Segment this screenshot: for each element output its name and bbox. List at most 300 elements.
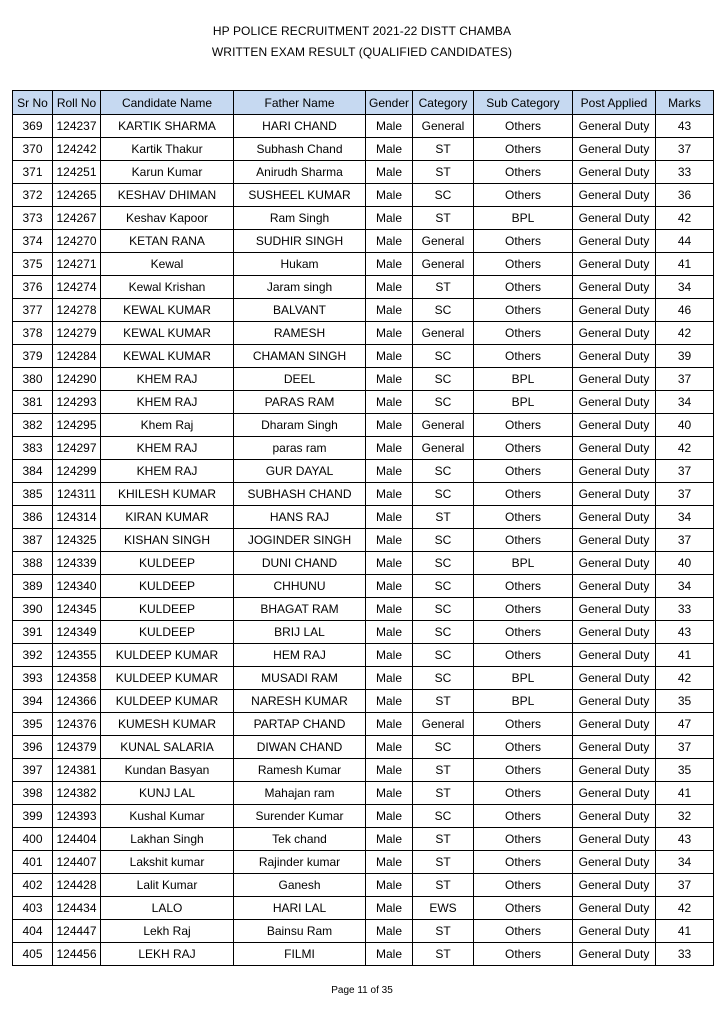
cell-father-name: CHAMAN SINGH bbox=[234, 345, 366, 368]
cell-gender: Male bbox=[366, 759, 413, 782]
cell-gender: Male bbox=[366, 552, 413, 575]
cell-father-name: PARTAP CHAND bbox=[234, 713, 366, 736]
cell-post-applied: General Duty bbox=[573, 690, 656, 713]
cell-post-applied: General Duty bbox=[573, 483, 656, 506]
cell-sr-no: 377 bbox=[13, 299, 53, 322]
cell-marks: 34 bbox=[656, 851, 714, 874]
cell-category: ST bbox=[413, 828, 474, 851]
cell-roll-no: 124267 bbox=[53, 207, 101, 230]
cell-category: SC bbox=[413, 391, 474, 414]
cell-candidate-name: Kundan Basyan bbox=[101, 759, 234, 782]
cell-roll-no: 124358 bbox=[53, 667, 101, 690]
cell-candidate-name: Kartik Thakur bbox=[101, 138, 234, 161]
table-row bbox=[13, 414, 714, 437]
cell-marks: 37 bbox=[656, 529, 714, 552]
cell-category: General bbox=[413, 414, 474, 437]
cell-category: SC bbox=[413, 805, 474, 828]
cell-father-name: SUBHASH CHAND bbox=[234, 483, 366, 506]
cell-sub-category: BPL bbox=[474, 667, 573, 690]
cell-candidate-name: KULDEEP KUMAR bbox=[101, 667, 234, 690]
cell-sr-no: 395 bbox=[13, 713, 53, 736]
cell-category: SC bbox=[413, 667, 474, 690]
cell-gender: Male bbox=[366, 207, 413, 230]
cell-post-applied: General Duty bbox=[573, 644, 656, 667]
cell-gender: Male bbox=[366, 345, 413, 368]
cell-father-name: DEEL bbox=[234, 368, 366, 391]
cell-sub-category: BPL bbox=[474, 207, 573, 230]
cell-roll-no: 124279 bbox=[53, 322, 101, 345]
cell-post-applied: General Duty bbox=[573, 230, 656, 253]
cell-marks: 32 bbox=[656, 805, 714, 828]
cell-sub-category: Others bbox=[474, 276, 573, 299]
table-row bbox=[13, 805, 714, 828]
cell-marks: 37 bbox=[656, 736, 714, 759]
cell-sr-no: 371 bbox=[13, 161, 53, 184]
table-row bbox=[13, 322, 714, 345]
cell-post-applied: General Duty bbox=[573, 621, 656, 644]
cell-roll-no: 124379 bbox=[53, 736, 101, 759]
table-row bbox=[13, 736, 714, 759]
column-header-sub-category: Sub Category bbox=[474, 91, 573, 115]
cell-sub-category: BPL bbox=[474, 552, 573, 575]
cell-gender: Male bbox=[366, 805, 413, 828]
cell-father-name: CHHUNU bbox=[234, 575, 366, 598]
cell-gender: Male bbox=[366, 598, 413, 621]
cell-father-name: Subhash Chand bbox=[234, 138, 366, 161]
column-header-category: Category bbox=[413, 91, 474, 115]
cell-roll-no: 124339 bbox=[53, 552, 101, 575]
cell-candidate-name: KUNAL SALARIA bbox=[101, 736, 234, 759]
cell-sub-category: Others bbox=[474, 828, 573, 851]
cell-marks: 34 bbox=[656, 575, 714, 598]
cell-roll-no: 124407 bbox=[53, 851, 101, 874]
cell-candidate-name: KARTIK SHARMA bbox=[101, 115, 234, 138]
cell-sr-no: 390 bbox=[13, 598, 53, 621]
column-header-father-name: Father Name bbox=[234, 91, 366, 115]
cell-sr-no: 372 bbox=[13, 184, 53, 207]
cell-sr-no: 373 bbox=[13, 207, 53, 230]
cell-sr-no: 380 bbox=[13, 368, 53, 391]
cell-father-name: Bainsu Ram bbox=[234, 920, 366, 943]
column-header-gender: Gender bbox=[366, 91, 413, 115]
cell-marks: 36 bbox=[656, 184, 714, 207]
cell-sr-no: 369 bbox=[13, 115, 53, 138]
cell-category: SC bbox=[413, 529, 474, 552]
cell-post-applied: General Duty bbox=[573, 575, 656, 598]
table-row bbox=[13, 345, 714, 368]
cell-category: ST bbox=[413, 851, 474, 874]
cell-candidate-name: Lalit Kumar bbox=[101, 874, 234, 897]
cell-post-applied: General Duty bbox=[573, 322, 656, 345]
cell-marks: 42 bbox=[656, 437, 714, 460]
table-row bbox=[13, 575, 714, 598]
table-row bbox=[13, 506, 714, 529]
cell-category: ST bbox=[413, 690, 474, 713]
cell-gender: Male bbox=[366, 138, 413, 161]
cell-sub-category: Others bbox=[474, 851, 573, 874]
column-header-candidate-name: Candidate Name bbox=[101, 91, 234, 115]
cell-roll-no: 124278 bbox=[53, 299, 101, 322]
cell-father-name: HANS RAJ bbox=[234, 506, 366, 529]
cell-father-name: BRIJ LAL bbox=[234, 621, 366, 644]
cell-post-applied: General Duty bbox=[573, 460, 656, 483]
table-row bbox=[13, 920, 714, 943]
cell-sub-category: BPL bbox=[474, 391, 573, 414]
cell-gender: Male bbox=[366, 276, 413, 299]
cell-marks: 37 bbox=[656, 483, 714, 506]
cell-post-applied: General Duty bbox=[573, 552, 656, 575]
cell-sub-category: BPL bbox=[474, 368, 573, 391]
cell-sub-category: Others bbox=[474, 345, 573, 368]
cell-post-applied: General Duty bbox=[573, 805, 656, 828]
cell-roll-no: 124311 bbox=[53, 483, 101, 506]
table-row bbox=[13, 690, 714, 713]
cell-gender: Male bbox=[366, 460, 413, 483]
cell-gender: Male bbox=[366, 667, 413, 690]
table-row bbox=[13, 598, 714, 621]
cell-post-applied: General Duty bbox=[573, 874, 656, 897]
cell-candidate-name: KULDEEP KUMAR bbox=[101, 690, 234, 713]
cell-gender: Male bbox=[366, 368, 413, 391]
cell-category: SC bbox=[413, 368, 474, 391]
cell-sub-category: Others bbox=[474, 138, 573, 161]
table-row bbox=[13, 529, 714, 552]
cell-sr-no: 382 bbox=[13, 414, 53, 437]
cell-sub-category: Others bbox=[474, 943, 573, 966]
cell-father-name: Ram Singh bbox=[234, 207, 366, 230]
cell-roll-no: 124366 bbox=[53, 690, 101, 713]
table-row bbox=[13, 368, 714, 391]
cell-candidate-name: Lekh Raj bbox=[101, 920, 234, 943]
cell-sr-no: 400 bbox=[13, 828, 53, 851]
cell-post-applied: General Duty bbox=[573, 368, 656, 391]
cell-candidate-name: KUNJ LAL bbox=[101, 782, 234, 805]
cell-father-name: Hukam bbox=[234, 253, 366, 276]
cell-marks: 37 bbox=[656, 138, 714, 161]
cell-sr-no: 404 bbox=[13, 920, 53, 943]
cell-candidate-name: Kushal Kumar bbox=[101, 805, 234, 828]
cell-roll-no: 124447 bbox=[53, 920, 101, 943]
cell-candidate-name: KEWAL KUMAR bbox=[101, 299, 234, 322]
cell-category: ST bbox=[413, 874, 474, 897]
cell-post-applied: General Duty bbox=[573, 184, 656, 207]
cell-sr-no: 383 bbox=[13, 437, 53, 460]
cell-father-name: Anirudh Sharma bbox=[234, 161, 366, 184]
cell-roll-no: 124284 bbox=[53, 345, 101, 368]
cell-sub-category: Others bbox=[474, 161, 573, 184]
cell-sub-category: Others bbox=[474, 230, 573, 253]
cell-candidate-name: LALO bbox=[101, 897, 234, 920]
cell-roll-no: 124251 bbox=[53, 161, 101, 184]
cell-sub-category: Others bbox=[474, 759, 573, 782]
cell-gender: Male bbox=[366, 161, 413, 184]
cell-marks: 35 bbox=[656, 759, 714, 782]
cell-post-applied: General Duty bbox=[573, 736, 656, 759]
cell-candidate-name: KUMESH KUMAR bbox=[101, 713, 234, 736]
cell-post-applied: General Duty bbox=[573, 506, 656, 529]
cell-sr-no: 378 bbox=[13, 322, 53, 345]
cell-post-applied: General Duty bbox=[573, 391, 656, 414]
cell-category: General bbox=[413, 253, 474, 276]
cell-marks: 43 bbox=[656, 621, 714, 644]
cell-father-name: Rajinder kumar bbox=[234, 851, 366, 874]
cell-gender: Male bbox=[366, 483, 413, 506]
table-row bbox=[13, 437, 714, 460]
cell-gender: Male bbox=[366, 253, 413, 276]
table-row bbox=[13, 552, 714, 575]
cell-sub-category: Others bbox=[474, 414, 573, 437]
cell-father-name: BALVANT bbox=[234, 299, 366, 322]
cell-father-name: Surender Kumar bbox=[234, 805, 366, 828]
cell-candidate-name: KHILESH KUMAR bbox=[101, 483, 234, 506]
cell-category: SC bbox=[413, 644, 474, 667]
cell-sr-no: 375 bbox=[13, 253, 53, 276]
cell-gender: Male bbox=[366, 115, 413, 138]
cell-sr-no: 384 bbox=[13, 460, 53, 483]
cell-candidate-name: KHEM RAJ bbox=[101, 437, 234, 460]
table-row bbox=[13, 483, 714, 506]
cell-gender: Male bbox=[366, 391, 413, 414]
cell-roll-no: 124314 bbox=[53, 506, 101, 529]
table-row bbox=[13, 874, 714, 897]
cell-sub-category: Others bbox=[474, 483, 573, 506]
cell-gender: Male bbox=[366, 897, 413, 920]
cell-candidate-name: Kewal bbox=[101, 253, 234, 276]
cell-father-name: SUDHIR SINGH bbox=[234, 230, 366, 253]
cell-father-name: Tek chand bbox=[234, 828, 366, 851]
cell-marks: 34 bbox=[656, 391, 714, 414]
cell-category: SC bbox=[413, 483, 474, 506]
cell-father-name: Ganesh bbox=[234, 874, 366, 897]
cell-category: ST bbox=[413, 506, 474, 529]
cell-category: SC bbox=[413, 575, 474, 598]
cell-category: SC bbox=[413, 184, 474, 207]
cell-father-name: SUSHEEL KUMAR bbox=[234, 184, 366, 207]
cell-sub-category: Others bbox=[474, 529, 573, 552]
cell-gender: Male bbox=[366, 184, 413, 207]
cell-category: SC bbox=[413, 736, 474, 759]
cell-marks: 34 bbox=[656, 506, 714, 529]
cell-candidate-name: Kewal Krishan bbox=[101, 276, 234, 299]
cell-marks: 33 bbox=[656, 943, 714, 966]
cell-candidate-name: KIRAN KUMAR bbox=[101, 506, 234, 529]
cell-roll-no: 124393 bbox=[53, 805, 101, 828]
cell-roll-no: 124349 bbox=[53, 621, 101, 644]
cell-sr-no: 392 bbox=[13, 644, 53, 667]
cell-father-name: BHAGAT RAM bbox=[234, 598, 366, 621]
cell-sr-no: 376 bbox=[13, 276, 53, 299]
cell-sr-no: 379 bbox=[13, 345, 53, 368]
cell-sr-no: 402 bbox=[13, 874, 53, 897]
cell-sub-category: Others bbox=[474, 575, 573, 598]
cell-gender: Male bbox=[366, 437, 413, 460]
cell-marks: 39 bbox=[656, 345, 714, 368]
cell-category: ST bbox=[413, 759, 474, 782]
cell-father-name: Jaram singh bbox=[234, 276, 366, 299]
table-row bbox=[13, 851, 714, 874]
cell-post-applied: General Duty bbox=[573, 897, 656, 920]
cell-post-applied: General Duty bbox=[573, 253, 656, 276]
cell-gender: Male bbox=[366, 690, 413, 713]
cell-sr-no: 393 bbox=[13, 667, 53, 690]
cell-gender: Male bbox=[366, 644, 413, 667]
table-row bbox=[13, 943, 714, 966]
cell-candidate-name: KEWAL KUMAR bbox=[101, 345, 234, 368]
cell-roll-no: 124299 bbox=[53, 460, 101, 483]
cell-post-applied: General Duty bbox=[573, 138, 656, 161]
column-header-post-applied: Post Applied bbox=[573, 91, 656, 115]
cell-sr-no: 381 bbox=[13, 391, 53, 414]
cell-marks: 40 bbox=[656, 414, 714, 437]
cell-candidate-name: KHEM RAJ bbox=[101, 368, 234, 391]
cell-candidate-name: KEWAL KUMAR bbox=[101, 322, 234, 345]
cell-roll-no: 124382 bbox=[53, 782, 101, 805]
cell-candidate-name: KULDEEP bbox=[101, 552, 234, 575]
cell-roll-no: 124376 bbox=[53, 713, 101, 736]
cell-marks: 35 bbox=[656, 690, 714, 713]
table-row bbox=[13, 230, 714, 253]
cell-father-name: MUSADI RAM bbox=[234, 667, 366, 690]
cell-roll-no: 124270 bbox=[53, 230, 101, 253]
cell-gender: Male bbox=[366, 529, 413, 552]
cell-sub-category: Others bbox=[474, 805, 573, 828]
cell-category: SC bbox=[413, 345, 474, 368]
table-row bbox=[13, 460, 714, 483]
cell-gender: Male bbox=[366, 851, 413, 874]
cell-sr-no: 388 bbox=[13, 552, 53, 575]
cell-sub-category: Others bbox=[474, 460, 573, 483]
table-row bbox=[13, 184, 714, 207]
cell-sub-category: Others bbox=[474, 115, 573, 138]
cell-roll-no: 124242 bbox=[53, 138, 101, 161]
cell-gender: Male bbox=[366, 230, 413, 253]
cell-gender: Male bbox=[366, 713, 413, 736]
cell-father-name: DIWAN CHAND bbox=[234, 736, 366, 759]
cell-gender: Male bbox=[366, 414, 413, 437]
table-row bbox=[13, 644, 714, 667]
cell-marks: 33 bbox=[656, 161, 714, 184]
table-header-row bbox=[13, 91, 714, 115]
cell-sub-category: Others bbox=[474, 506, 573, 529]
cell-sub-category: Others bbox=[474, 874, 573, 897]
cell-gender: Male bbox=[366, 874, 413, 897]
cell-category: ST bbox=[413, 943, 474, 966]
table-row bbox=[13, 161, 714, 184]
cell-category: SC bbox=[413, 299, 474, 322]
cell-father-name: HARI CHAND bbox=[234, 115, 366, 138]
cell-category: SC bbox=[413, 552, 474, 575]
cell-roll-no: 124290 bbox=[53, 368, 101, 391]
cell-candidate-name: Lakhan Singh bbox=[101, 828, 234, 851]
cell-post-applied: General Duty bbox=[573, 414, 656, 437]
column-header-sr-no: Sr No bbox=[13, 91, 53, 115]
cell-candidate-name: KULDEEP bbox=[101, 598, 234, 621]
cell-father-name: GUR DAYAL bbox=[234, 460, 366, 483]
cell-marks: 42 bbox=[656, 322, 714, 345]
table-row bbox=[13, 253, 714, 276]
cell-sr-no: 397 bbox=[13, 759, 53, 782]
cell-sr-no: 370 bbox=[13, 138, 53, 161]
cell-roll-no: 124434 bbox=[53, 897, 101, 920]
cell-marks: 34 bbox=[656, 276, 714, 299]
cell-candidate-name: Keshav Kapoor bbox=[101, 207, 234, 230]
cell-roll-no: 124428 bbox=[53, 874, 101, 897]
cell-sub-category: Others bbox=[474, 437, 573, 460]
cell-sub-category: Others bbox=[474, 713, 573, 736]
cell-gender: Male bbox=[366, 322, 413, 345]
cell-category: EWS bbox=[413, 897, 474, 920]
cell-marks: 33 bbox=[656, 598, 714, 621]
cell-father-name: HARI LAL bbox=[234, 897, 366, 920]
cell-sub-category: Others bbox=[474, 736, 573, 759]
cell-category: ST bbox=[413, 138, 474, 161]
cell-candidate-name: Khem Raj bbox=[101, 414, 234, 437]
table-body bbox=[13, 115, 714, 966]
cell-candidate-name: KULDEEP KUMAR bbox=[101, 644, 234, 667]
cell-post-applied: General Duty bbox=[573, 920, 656, 943]
cell-post-applied: General Duty bbox=[573, 851, 656, 874]
cell-post-applied: General Duty bbox=[573, 207, 656, 230]
table-row bbox=[13, 621, 714, 644]
cell-post-applied: General Duty bbox=[573, 782, 656, 805]
cell-sr-no: 374 bbox=[13, 230, 53, 253]
cell-sub-category: Others bbox=[474, 598, 573, 621]
cell-post-applied: General Duty bbox=[573, 943, 656, 966]
cell-sr-no: 389 bbox=[13, 575, 53, 598]
cell-roll-no: 124340 bbox=[53, 575, 101, 598]
cell-roll-no: 124297 bbox=[53, 437, 101, 460]
cell-roll-no: 124345 bbox=[53, 598, 101, 621]
column-header-roll-no: Roll No bbox=[53, 91, 101, 115]
table-row bbox=[13, 276, 714, 299]
cell-post-applied: General Duty bbox=[573, 759, 656, 782]
table-row bbox=[13, 138, 714, 161]
cell-post-applied: General Duty bbox=[573, 667, 656, 690]
cell-post-applied: General Duty bbox=[573, 115, 656, 138]
table-row bbox=[13, 299, 714, 322]
cell-sub-category: Others bbox=[474, 322, 573, 345]
cell-category: ST bbox=[413, 782, 474, 805]
results-table bbox=[12, 90, 714, 966]
column-header-marks: Marks bbox=[656, 91, 714, 115]
document-title: HP POLICE RECRUITMENT 2021-22 DISTT CHAMBA bbox=[212, 24, 512, 38]
cell-marks: 37 bbox=[656, 368, 714, 391]
cell-marks: 44 bbox=[656, 230, 714, 253]
cell-gender: Male bbox=[366, 506, 413, 529]
cell-gender: Male bbox=[366, 575, 413, 598]
cell-father-name: NARESH KUMAR bbox=[234, 690, 366, 713]
cell-category: SC bbox=[413, 621, 474, 644]
cell-post-applied: General Duty bbox=[573, 345, 656, 368]
cell-marks: 41 bbox=[656, 920, 714, 943]
cell-father-name: Mahajan ram bbox=[234, 782, 366, 805]
cell-sr-no: 391 bbox=[13, 621, 53, 644]
cell-candidate-name: Lakshit kumar bbox=[101, 851, 234, 874]
cell-sub-category: Others bbox=[474, 897, 573, 920]
cell-sr-no: 398 bbox=[13, 782, 53, 805]
cell-marks: 43 bbox=[656, 115, 714, 138]
cell-post-applied: General Duty bbox=[573, 828, 656, 851]
cell-sr-no: 401 bbox=[13, 851, 53, 874]
cell-post-applied: General Duty bbox=[573, 598, 656, 621]
document-subtitle: WRITTEN EXAM RESULT (QUALIFIED CANDIDATES) bbox=[211, 45, 513, 59]
cell-marks: 42 bbox=[656, 667, 714, 690]
cell-post-applied: General Duty bbox=[573, 299, 656, 322]
cell-roll-no: 124265 bbox=[53, 184, 101, 207]
cell-candidate-name: KULDEEP bbox=[101, 575, 234, 598]
cell-sr-no: 386 bbox=[13, 506, 53, 529]
cell-father-name: PARAS RAM bbox=[234, 391, 366, 414]
